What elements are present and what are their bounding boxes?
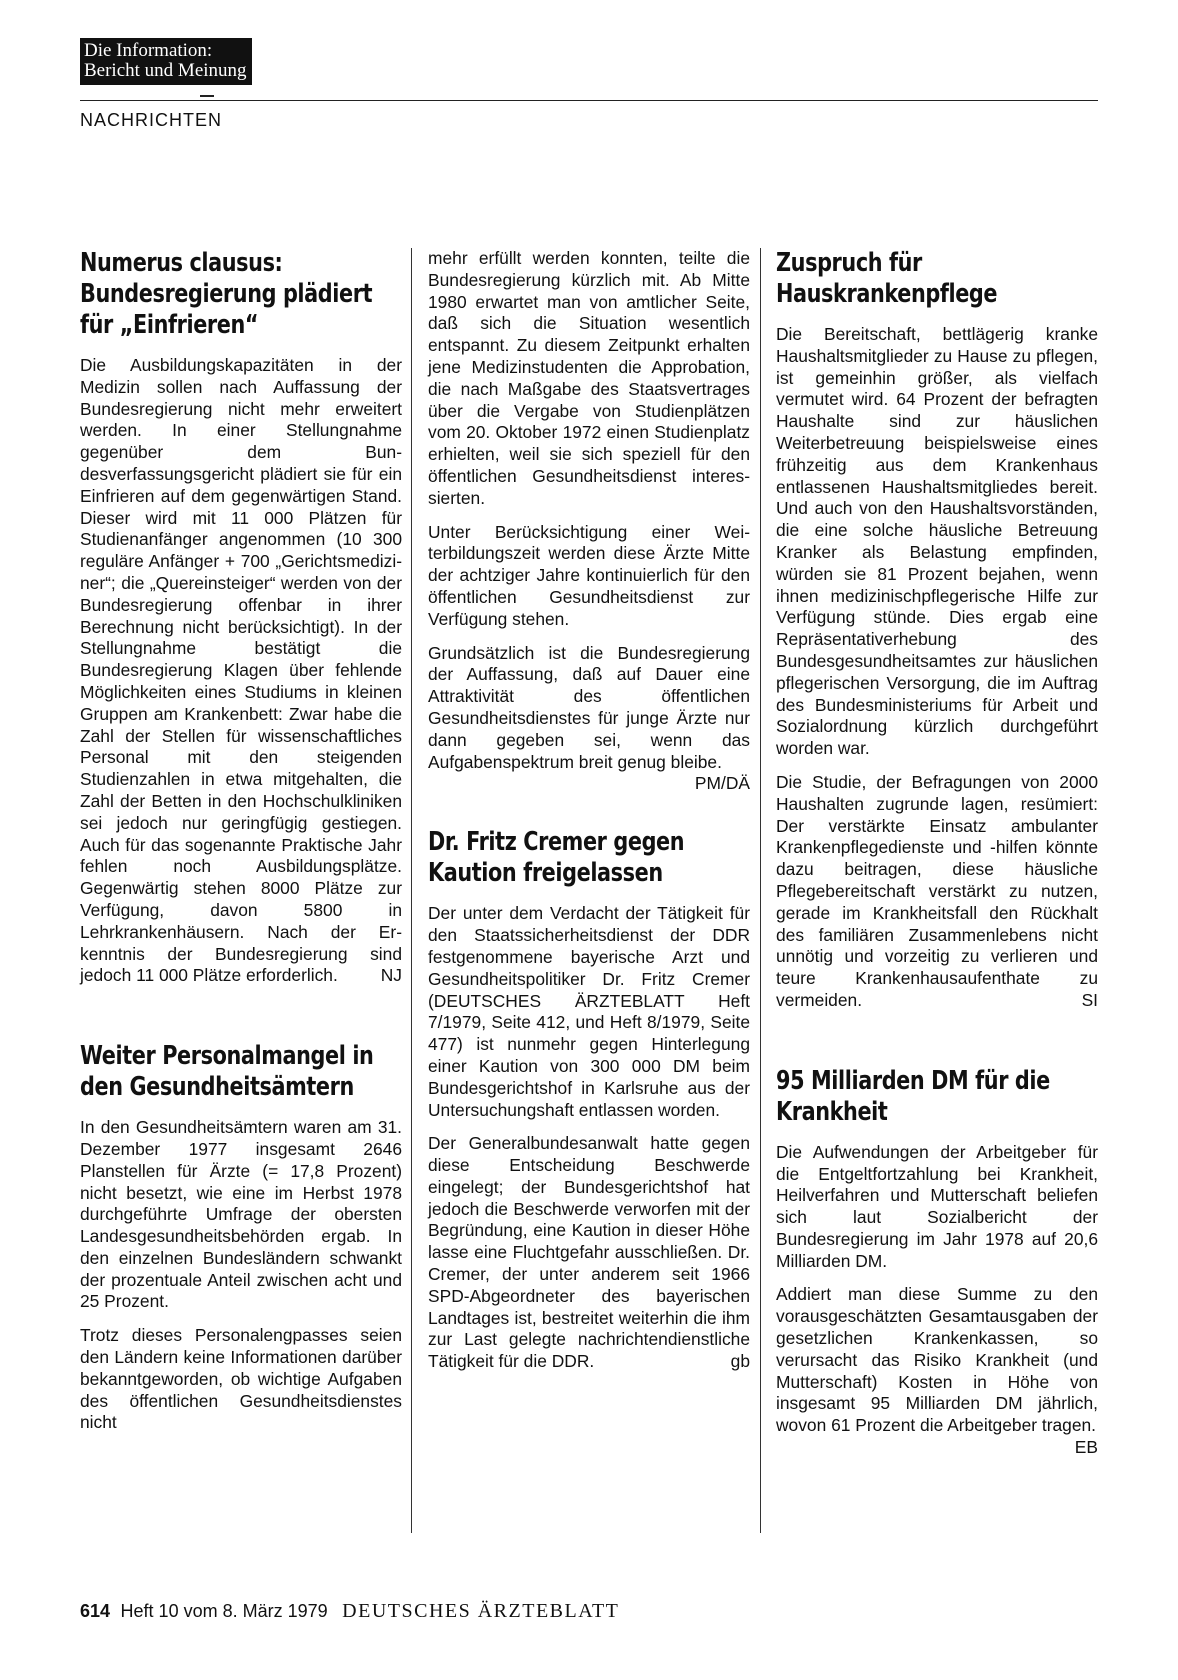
article-paragraph: In den Gesundheitsämtern waren am 31. Dezember 1977 insgesamt 2646 Planstellen für Ärzte (= 17,8 Prozent) nicht besetzt, wie eine im Herbst 1978 durchgeführte Umfrage der obersten Landesgesundheitsbehörden ergab. In den einzelnen Bundesländern schwankt der prozentuale Anteil zwischen acht und 25 Prozent.	[80, 1117, 402, 1312]
page-footer	[80, 1600, 619, 1623]
article-paragraph	[776, 1284, 1098, 1458]
article-text: Addiert man diese Summe zu den vorausgeschätzten Gesamtausgaben der gesetzlichen Krankenkassen, so verursacht das Risiko Krankheit (und Mutterschaft) Kosten in Höhe von insgesamt 95 Milliarden DM jährlich, wovon 61 Prozent die Arbeitgeber tragen.	[776, 1284, 1098, 1436]
article-paragraph	[428, 642, 750, 794]
author-signature: PM/DÄ	[694, 773, 750, 794]
article-paragraph: Trotz dieses Personalengpasses seien den Ländern keine Informationen darüber bekanntgeworden, ob wichtige Aufgaben des öffentlichen Gesundheitsdienstes nicht	[80, 1325, 402, 1433]
article-hauskrankenpflege	[776, 248, 1098, 1012]
column-2	[428, 248, 750, 1385]
section-kicker	[80, 38, 252, 85]
article-headline: Numerus clausus: Bundesregierung plädiert für „Einfrieren“	[80, 248, 373, 340]
column-divider	[760, 248, 761, 1533]
article-paragraph	[428, 1133, 750, 1373]
article-text: Grundsätzlich ist die Bundesregierung der Auffassung, daß auf Dauer eine Attraktivität des öffentlichen Gesundheitsdienstes für junge Ärzte nur dann gegeben sei, wenn das Aufgabenspektrum breit genug bleibe.	[428, 642, 750, 772]
kicker-line-2: Bericht und Meinung	[84, 60, 247, 81]
article-personalmangel	[80, 1041, 402, 1434]
kicker-line-1: Die Information:	[84, 40, 213, 61]
header-rule-tick	[200, 95, 214, 97]
issue-info: Heft 10 vom 8. März 1979	[120, 1601, 328, 1621]
article-numerus-clausus	[80, 248, 402, 987]
author-signature: EB	[1074, 1437, 1098, 1458]
column-3	[776, 248, 1098, 1459]
article-paragraph: Unter Berücksichtigung einer Weiterbildungszeit werden diese Ärzte Mitte der achtziger Jahre kontinuierlich für den öffentlichen Gesundheitsdienst zur Verfügung stehen.	[428, 521, 750, 629]
article-cremer	[428, 827, 750, 1373]
article-paragraph	[776, 772, 1098, 1012]
article-headline: Weiter Personalmangel in den Gesundheitsämtern	[80, 1041, 374, 1103]
article-headline: Zuspruch für Hauskrankenpflege	[776, 248, 998, 309]
column-1	[80, 248, 402, 1446]
author-signature: SI	[1081, 989, 1098, 1010]
article-text: Die Studie, der Befragungen von 2000 Haushalten zugrunde lagen, resümiert: Der verstärkte Einsatz ambulanter Krankenpflegedienste und -hilfen könnte dazu beitragen, diese häusliche Pflegebereitschaft verstärkt zu nutzen, gerade im Krankheitsfall den Rückhalt des familiären Zusammenlebens nicht unnötig und vorzeitig zu verlieren und teure Krankenhausaufenthate zu vermeiden.	[776, 771, 1098, 1010]
author-signature: NJ	[380, 965, 402, 986]
author-signature: gb	[730, 1351, 750, 1372]
magazine-name: DEUTSCHES ÄRZTEBLATT	[342, 1600, 620, 1622]
section-title: NACHRICHTEN	[80, 110, 223, 130]
page-number: 614	[80, 1601, 111, 1621]
article-paragraph-continued: mehr erfüllt werden konnten, teilte die Bundesregierung kürzlich mit. Ab Mitte 1980 erwartet man von amtlicher Seite, daß sich die Situation wesentlich entspannt. Zu diesem Zeitpunkt erhalten jene Medizinstudenten die Approbation, die nach Maßgabe des Staatsvertrages über die Vergabe von Studienplätzen vom 20. Oktober 1972 einen Studienplatz erhielten, weil sie sich speziell für den öffentlichen Gesundheitsdienst interessierten.	[428, 248, 750, 508]
article-paragraph	[80, 355, 402, 987]
header-rule	[80, 100, 1098, 101]
article-headline: Dr. Fritz Cremer gegen Kaution freigelassen	[428, 827, 685, 889]
article-text: Der Generalbundesanwalt hatte gegen diese Entscheidung Beschwerde eingelegt; der Bundesgerichtshof hat jedoch die Beschwerde verworfen mit der Begründung, eine Kaution in dieser Höhe lasse eine Fluchtgefahr ausschließen. Dr. Cremer, der unter anderem seit 1966 SPD-Abgeordneter des bayerischen Landtages ist, bestreitet weiterhin die ihm zur Last gelegte nachrichtendienstliche Tätigkeit für die DDR.	[428, 1133, 750, 1372]
article-paragraph: Die Aufwendungen der Arbeitgeber für die Entgeltfortzahlung bei Krankheit, Heilverfahren und Mutterschaft beliefen sich laut Sozialbericht der Bundesregierung im Jahr 1978 auf 20,6 Milliarden DM.	[776, 1141, 1098, 1271]
article-text: Die Ausbildungskapazitäten in der Medizin sollen nach Auffassung der Bundesregierung nicht mehr erweitert werden. In einer Stellungnahme gegenüber dem Bundesverfassungsgericht plädiert sie für ein Einfrieren auf dem gegenwärtigen Stand. Dieser wird mit 11 000 Plätzen für Studienanfänger angenommen (10 300 reguläre Anfänger + 700 „Gerichtsmediziner“; die „Quereinsteiger“ werden von der Bundesregierung offenbar in ihrer Berechnung nicht berücksichtigt). In der Stellungnahme bestätigt die Bundesregierung Klagen über fehlende Möglichkeiten eines Studiums in kleinen Gruppen am Krankenbett: Zwar habe die Zahl der Stellen für wissenschaftliches Personal mit den steigenden Studienzahlen in etwa mitgehalten, die Zahl der Betten in den Hochschulkliniken sei jedoch nur geringfügig gestiegen. Auch für das sogenannte Praktische Jahr fehlen noch Ausbildungsplätze. Gegenwärtig stehen 8000 Plätze zur Verfügung, davon 5800 in Lehrkrankenhäusern. Nach der Erkenntnis der Bundesregierung sind jedoch 11 000 Plätze erforderlich.	[80, 355, 402, 986]
article-paragraph: Die Bereitschaft, bettlägerig kranke Haushaltsmitglieder zu Hause zu pflegen, ist gemeinhin größer, als vielfach vermutet wird. 64 Prozent der befragten Haushalte sind zur häuslichen Weiterbetreuung beispielsweise eines frühzeitig aus dem Krankenhaus entlassenen Haushaltsmitgliedes bereit. Und auch von den Haushaltsvorständen, die eine solche häusliche Betreuung Kranker als Belastung empfinden, würden sie 81 Prozent bejahen, wenn ihnen medizinischpflegerische Hilfe zur Verfügung stünde. Dies ergab eine Repräsentativerhebung des Bundesgesundheitsamtes zur häuslichen pflegerischen Versorgung, die im Auftrag des Bundesministeriums für Arbeit und Sozialordnung kürzlich durchgeführt worden war.	[776, 324, 1098, 759]
article-95-milliarden	[776, 1065, 1098, 1458]
column-divider	[411, 248, 412, 1533]
article-headline: 95 Milliarden DM für die Krankheit	[776, 1065, 1050, 1127]
article-paragraph: Der unter dem Verdacht der Tätigkeit für den Staatssicherheitsdienst der DDR festgenommene bayerische Arzt und Gesundheitspolitiker Dr. Fritz Cremer (DEUTSCHES ÄRZTEBLATT Heft 7/1979, Seite 412, und Heft 8/1979, Seite 477) ist nunmehr gegen Hinterlegung einer Kaution von 300 000 DM beim Bundesgerichtshof in Karlsruhe aus der Untersuchungshaft entlassen worden.	[428, 903, 750, 1120]
